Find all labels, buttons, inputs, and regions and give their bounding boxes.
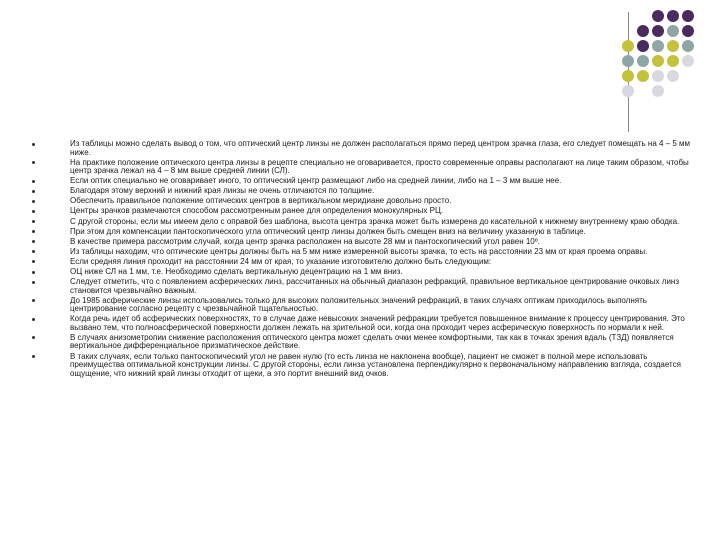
bullet-dot-icon <box>32 190 35 193</box>
decorative-dot <box>637 10 649 22</box>
bullet-item <box>32 228 692 237</box>
bullet-dot-icon <box>32 355 35 358</box>
decorative-dot <box>682 85 694 97</box>
bullet-item <box>32 159 692 176</box>
decorative-dot <box>622 25 634 37</box>
bullet-item <box>32 258 692 267</box>
decorative-dot <box>622 10 634 22</box>
bullet-text: В таких случаях, если только пантоскопический угол не равен нулю (то есть линза не наклонена вообще), пациент не сможет в полной мере использовать преимущества оптимальной конструкции линзы. С другой стороны, если линза установлена перпендикулярно к первоначальному направлению взгляда, создается ощущение, что нижний край линзы отходит от щеки, а это портит внешний вид очков. <box>70 351 681 378</box>
bullet-dot-icon <box>32 318 35 321</box>
decorative-dot <box>652 10 664 22</box>
bullet-text: Если средняя линия проходит на расстоянии 24 мм от края, то указание изготовителю должно быть следующим: <box>70 256 492 266</box>
decorative-dot <box>667 40 679 52</box>
bullet-dot-icon <box>32 143 35 146</box>
bullet-dot-icon <box>32 220 35 223</box>
decorative-dot <box>622 70 634 82</box>
bullet-item <box>32 268 692 277</box>
decorative-dot <box>682 10 694 22</box>
bullet-dot-icon <box>32 230 35 233</box>
decorative-dot <box>637 25 649 37</box>
decorative-dot <box>637 40 649 52</box>
bullet-text: ОЦ ниже СЛ на 1 мм, т.е. Необходимо сделать вертикальную децентрацию на 1 мм вниз. <box>70 267 403 277</box>
bullet-item <box>32 248 692 257</box>
bullet-dot-icon <box>32 161 35 164</box>
decorative-dot <box>667 25 679 37</box>
decorative-dot <box>637 55 649 67</box>
bullet-dot-icon <box>32 260 35 263</box>
decorative-dot <box>622 40 634 52</box>
bullet-item <box>32 278 692 295</box>
bullet-dot-icon <box>32 210 35 213</box>
bullet-text: Центры зрачков размечаются способом рассмотренным ранее для определения монокулярных РЦ. <box>70 206 444 216</box>
bullet-item <box>32 197 692 206</box>
decorative-dot <box>667 55 679 67</box>
bullet-text: Если оптик специально не оговаривает иного, то оптический центр размещают либо на средней линии, либо на 1 – 3 мм выше нее. <box>70 176 562 186</box>
decorative-dot <box>682 25 694 37</box>
bullet-item <box>32 238 692 247</box>
decorative-dot <box>637 85 649 97</box>
bullet-text: С другой стороны, если мы имеем дело с оправой без шаблона, высота центра зрачка может быть измерена до касательной к нижнему внутреннему краю ободка. <box>70 216 680 226</box>
decorative-dot <box>652 25 664 37</box>
bullet-text: Из таблицы можно сделать вывод о том, что оптический центр линзы не должен располагаться прямо перед центром зрачка глаза, его следует помещать на 4 – 5 мм ниже. <box>70 139 691 157</box>
decorative-dot <box>637 70 649 82</box>
bullet-text: В качестве примера рассмотрим случай, когда центр зрачка расположен на высоте 28 мм и пантоскопический угол равен 10º. <box>70 236 540 246</box>
bullet-list <box>32 140 692 378</box>
bullet-item <box>32 177 692 186</box>
bullet-dot-icon <box>32 250 35 253</box>
decorative-dot <box>652 70 664 82</box>
decorative-dot <box>652 55 664 67</box>
decorative-dot <box>622 85 634 97</box>
slide-content <box>32 140 692 380</box>
bullet-dot-icon <box>32 180 35 183</box>
decorative-dot <box>652 40 664 52</box>
bullet-dot-icon <box>32 271 35 274</box>
bullet-text: На практике положение оптического центра линзы в рецепте специально не оговаривается, просто современные оправы располагают на лице таким образом, чтобы центр зрачка лежал на 4 – 8 мм выше средней линии (СЛ). <box>70 157 689 176</box>
bullet-item <box>32 353 692 379</box>
bullet-item <box>32 140 692 157</box>
bullet-text: Благодаря этому верхний и нижний края линзы не очень отличаются по толщине. <box>70 186 375 196</box>
decorative-dot <box>667 70 679 82</box>
decorative-dot <box>682 55 694 67</box>
decorative-dot <box>682 70 694 82</box>
bullet-text: В случаях анизометропии снижение расположения оптического центра может сделать очки менее комфортными, так как в точках зрения вдаль (ТЗД) появляется вертикальное дифференциальное призматическое действие. <box>70 332 674 351</box>
decorative-dot <box>682 40 694 52</box>
bullet-item <box>32 207 692 216</box>
decorative-dot-grid <box>622 10 714 100</box>
bullet-text: При этом для компенсации пантоскопического угла оптический центр линзы должен быть смещен вниз на величину указанную в таблице. <box>70 226 586 236</box>
decorative-dot <box>667 85 679 97</box>
bullet-dot-icon <box>32 336 35 339</box>
bullet-item <box>32 315 692 332</box>
bullet-item <box>32 297 692 314</box>
bullet-dot-icon <box>32 200 35 203</box>
bullet-text: Когда речь идет об асферических поверхностях, то в случае даже невысоких значений рефракции требуется повышенное внимание к процессу центрирования. Это вызвано тем, что полноасферической поверхности должен лежать на зрительной оси, когда она проходит через асферическую поверхность по нормали к ней. <box>70 314 685 332</box>
bullet-dot-icon <box>32 299 35 302</box>
bullet-text: До 1985 асферические линзы использовались только для высоких положительных значений рефракций, в таких случаях оптикам приходилось выполнять центрирование согласно рецепту с чрезвычайной тщательностью. <box>70 295 647 314</box>
decorative-dot <box>652 85 664 97</box>
bullet-text: Обеспечить правильное положение оптических центров в вертикальном меридиане довольно просто. <box>70 196 452 206</box>
decorative-dot <box>667 10 679 22</box>
bullet-item <box>32 218 692 227</box>
bullet-item <box>32 334 692 351</box>
bullet-dot-icon <box>32 281 35 284</box>
bullet-text: Из таблицы находим, что оптические центры должны быть на 5 мм ниже измеренной высоты зрачка, то есть на расстоянии 23 мм от края проема оправы. <box>70 246 648 256</box>
decorative-dot <box>622 55 634 67</box>
bullet-dot-icon <box>32 240 35 243</box>
bullet-text: Следует отметить, что с появлением асферических линз, рассчитанных на обычный диапазон рефракций, правильное вертикальное центрирование очковых линз становится чрезвычайно важным. <box>70 277 680 295</box>
bullet-item <box>32 187 692 196</box>
